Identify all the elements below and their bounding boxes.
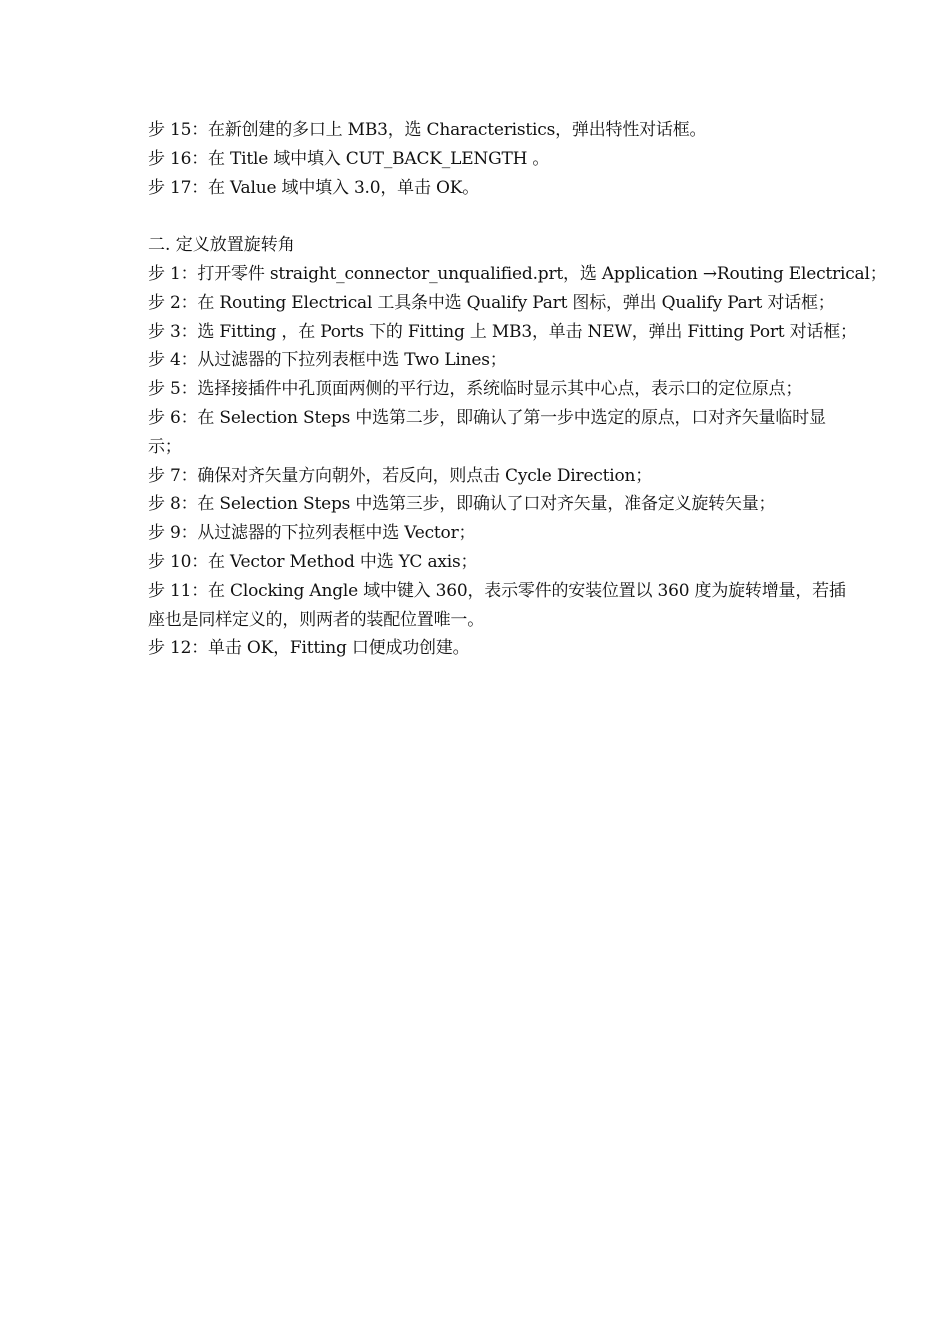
step-9: 步 9：从过滤器的下拉列表框中选 Vector； — [148, 523, 476, 544]
step-15: 步 15：在新创建的多口上 MB3，选 Characteristics，弹出特性对话框。 — [148, 120, 707, 140]
step-12: 步 12：单击 OK，Fitting 口便成功创建。 — [148, 638, 470, 659]
step-11: 步 11：在 Clocking Angle 域中键入 360，表示零件的安装位置以 360 度为旋转增量，若插座也是同样定义的，则两者的装配位置唯一。 — [148, 580, 846, 630]
step-17: 步 17：在 Value 域中填入 3.0，单击 OK。 — [148, 177, 480, 198]
step-1: 步 1：打开零件 straight_connector_unqualified.prt，选 Application →Routing Electrical； — [148, 263, 887, 284]
step-6: 步 6：在 Selection Steps 中选第二步，即确认了第一步中选定的原点，口对齐矢量临时显示； — [148, 407, 826, 457]
step-4: 步 4：从过滤器的下拉列表框中选 Two Lines； — [148, 350, 507, 371]
step-3: 步 3：选 Fitting ，在 Ports 下的 Fitting 上 MB3，单击 NEW，弹出 Fitting Port 对话框； — [148, 321, 857, 342]
step-7: 步 7：确保对齐矢量方向朝外，若反向，则点击 Cycle Direction； — [148, 465, 653, 486]
step-10: 步 10：在 Vector Method 中选 YC axis； — [148, 551, 478, 572]
paragraph-gap — [148, 202, 853, 231]
section-heading: 二. 定义放置旋转角 — [148, 235, 295, 256]
step-16: 步 16：在 Title 域中填入 CUT_BACK_LENGTH 。 — [148, 148, 550, 169]
step-5: 步 5：选择接插件中孔顶面两侧的平行边，系统临时显示其中心点，表示口的定位原点； — [148, 379, 803, 400]
step-2: 步 2：在 Routing Electrical 工具条中选 Qualify Part 图标，弹出 Qualify Part 对话框； — [148, 292, 835, 313]
document-body — [148, 116, 887, 663]
step-8: 步 8：在 Selection Steps 中选第三步，即确认了口对齐矢量，准备定义旋转矢量； — [148, 494, 776, 515]
